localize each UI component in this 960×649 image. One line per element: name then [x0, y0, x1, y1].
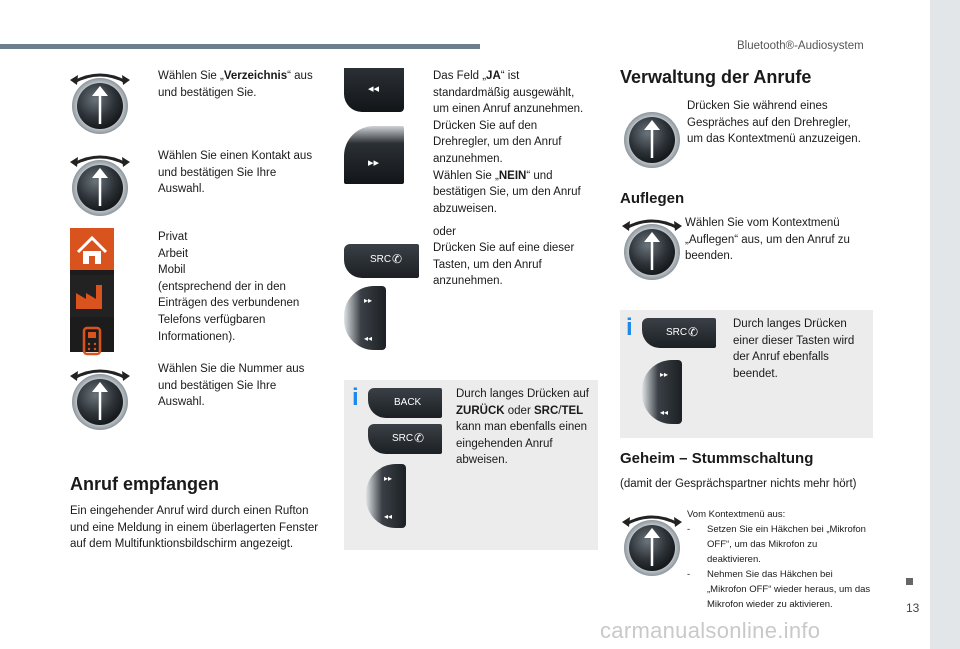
- steering-wheel-controls-icon: ▸▸ ◂◂: [642, 360, 682, 424]
- answer-reject: Wählen Sie „NEIN“ und bestätigen Sie, um den Anruf abzuweisen.: [433, 169, 581, 215]
- steering-wheel-controls-icon: ▸▸ ◂◂: [366, 464, 406, 528]
- or-label: oder: [433, 226, 457, 238]
- info-note-hang-up: [620, 310, 873, 438]
- call-management-text: Drücken Sie während eines Gespräches auf den Drehregler, um das Kontextmenü anzuzeigen.: [687, 100, 861, 146]
- rotary-knob-icon: [620, 100, 684, 172]
- rotary-knob-icon: [68, 362, 132, 434]
- mute-title: Geheim – Stummschaltung: [620, 450, 814, 467]
- factory-icon: [70, 275, 114, 317]
- top-divider-bar: [0, 44, 480, 49]
- info-icon: i: [626, 314, 633, 341]
- answer-instructions: [433, 68, 593, 217]
- mute-subtitle: (damit der Gesprächspartner nichts mehr hört): [620, 478, 857, 490]
- side-strip: [930, 0, 960, 649]
- hang-up-text: Wählen Sie vom Kontextmenü „Auflegen“ aus, um den Anruf zu beenden.: [685, 217, 850, 263]
- step-select-contact: Wählen Sie einen Kontakt aus und bestätigen Sie Ihre Auswahl.: [158, 150, 313, 196]
- src-phone-key-icon: SRC ✆: [344, 244, 419, 278]
- mute-item-deactivate: - Setzen Sie ein Häkchen bei „Mikrofon OFF“, um das Mikrofon zu deaktivieren.: [687, 522, 872, 567]
- info-note-reject: [344, 380, 598, 550]
- category-work: Arbeit: [158, 247, 189, 260]
- section-title: Bluetooth®-Audiosystem: [737, 40, 864, 52]
- rotary-knob-icon: [620, 212, 684, 284]
- rewind-button-icon: ◂◂: [344, 68, 404, 112]
- mute-head: Vom Kontextmenü aus:: [687, 509, 786, 520]
- rotary-knob-icon: [68, 148, 132, 220]
- mute-item-reactivate: - Nehmen Sie das Häkchen bei „Mikrofon OFF“ wieder heraus, um das Mikrofon wieder zu aktivieren.: [687, 567, 872, 612]
- answer-press-knob: Drücken Sie auf den Drehregler, um den Anruf anzunehmen.: [433, 119, 562, 165]
- answer-default: Das Feld „JA“ ist standardmäßig ausgewählt, um einen Anruf anzunehmen.: [433, 70, 584, 116]
- reject-note-text: Durch langes Drücken auf ZURÜCK oder SRC/TEL kann man ebenfalls einen eingehenden Anruf abweisen.: [456, 388, 589, 467]
- call-management-title: Verwaltung der Anrufe: [620, 67, 812, 87]
- src-phone-key-icon: SRC ✆: [642, 318, 716, 348]
- category-mobile: Mobil: [158, 264, 186, 277]
- home-icon: [70, 228, 114, 270]
- rotary-knob-icon: [68, 66, 132, 138]
- hang-up-title: Auflegen: [620, 190, 685, 207]
- continuation-marker: [906, 578, 913, 585]
- step-select-number: Wählen Sie die Nummer aus und bestätigen Sie Ihre Auswahl.: [158, 363, 305, 409]
- back-key-icon: BACK: [368, 388, 442, 418]
- answer-with-keys: Drücken Sie auf eine dieser Tasten, um den Anruf anzunehmen.: [433, 242, 575, 288]
- info-icon: i: [352, 384, 359, 411]
- hang-up-note-text: Durch langes Drücken einer dieser Tasten wird der Anruf ebenfalls beendet.: [733, 318, 855, 380]
- rotary-knob-icon: [620, 508, 684, 580]
- step-select-directory: Wählen Sie „Verzeichnis“ aus und bestätigen Sie.: [158, 70, 313, 99]
- receive-call-text: Ein eingehender Anruf wird durch einen Rufton und eine Meldung in einem überlagerten Fenster auf dem Multifunktionsbildschirm angezeigt.: [70, 505, 319, 551]
- category-list: [158, 229, 318, 345]
- page-number: 13: [906, 601, 920, 615]
- category-private: Privat: [158, 231, 188, 243]
- receive-call-title: Anruf empfangen: [70, 474, 220, 494]
- category-icons-panel: [70, 228, 114, 352]
- watermark: carmanualsonline.info: [600, 618, 821, 643]
- mute-instructions: [687, 507, 872, 612]
- mobile-phone-icon: [70, 322, 114, 362]
- src-phone-key-icon: SRC ✆: [368, 424, 442, 454]
- fast-forward-button-icon: ▸▸: [344, 126, 404, 184]
- steering-wheel-controls-icon: ▸▸ ◂◂: [344, 286, 386, 350]
- category-note: (entsprechend der in den Einträgen des verbundenen Telefons verfügbaren Informationen).: [158, 280, 300, 343]
